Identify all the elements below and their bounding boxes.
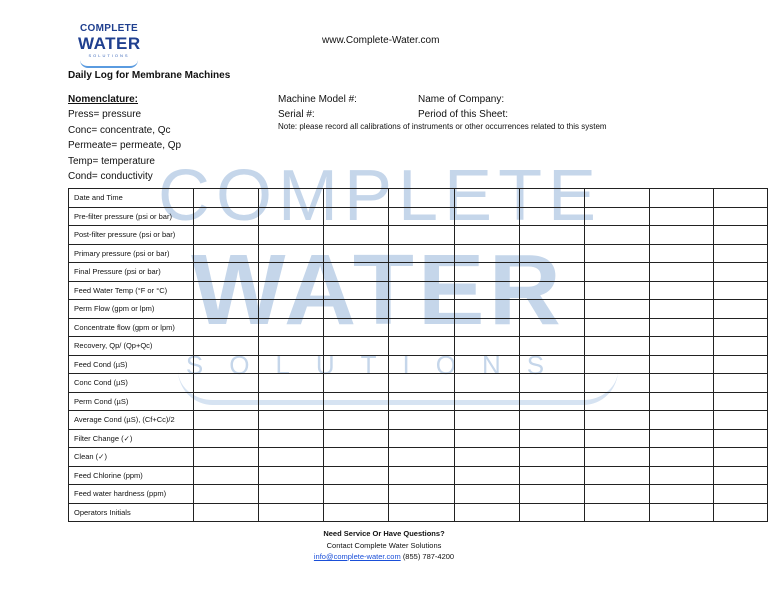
log-entry-cell[interactable] [259,355,324,374]
log-entry-cell[interactable] [389,355,454,374]
log-entry-cell[interactable] [194,448,259,467]
log-entry-cell[interactable] [584,300,649,319]
log-entry-cell[interactable] [259,300,324,319]
company-info [418,92,508,122]
log-entry-cell[interactable] [324,503,389,522]
log-entry-cell[interactable] [324,466,389,485]
log-entry-cell[interactable] [389,485,454,504]
log-entry-cell[interactable] [649,503,713,522]
log-entry-cell[interactable] [194,300,259,319]
log-entry-cell[interactable] [324,485,389,504]
log-entry-cell[interactable] [324,244,389,263]
log-entry-cell[interactable] [713,263,767,282]
row-label: Feed Cond (µS) [69,355,194,374]
email-link[interactable]: info@complete-water.com [313,552,401,561]
log-entry-cell[interactable] [389,318,454,337]
log-entry-cell[interactable] [194,244,259,263]
log-entry-cell[interactable] [519,244,584,263]
nomenclature-item: Cond= conductivity [68,171,153,183]
log-entry-cell[interactable] [584,189,649,208]
log-entry-cell[interactable] [454,429,519,448]
log-entry-cell[interactable] [713,244,767,263]
log-entry-cell[interactable] [389,429,454,448]
log-entry-cell[interactable] [194,226,259,245]
log-row [69,392,768,411]
machine-info [278,92,357,122]
log-entry-cell[interactable] [194,466,259,485]
log-entry-cell[interactable] [713,411,767,430]
log-entry-cell[interactable] [584,429,649,448]
log-row [69,318,768,337]
log-entry-cell[interactable] [519,374,584,393]
machine-model-label: Machine Model #: [278,94,357,105]
log-entry-cell[interactable] [194,189,259,208]
log-entry-cell[interactable] [454,318,519,337]
log-entry-cell[interactable] [584,318,649,337]
log-entry-cell[interactable] [649,226,713,245]
log-entry-cell[interactable] [584,448,649,467]
log-row [69,207,768,226]
log-entry-cell[interactable] [389,207,454,226]
log-entry-cell[interactable] [713,207,767,226]
log-entry-cell[interactable] [194,392,259,411]
page-title: Daily Log for Membrane Machines [68,70,231,81]
log-entry-cell[interactable] [519,318,584,337]
log-entry-cell[interactable] [259,263,324,282]
log-entry-cell[interactable] [194,263,259,282]
nomenclature-item: Press= pressure [68,109,142,121]
log-entry-cell[interactable] [454,281,519,300]
log-entry-cell[interactable] [713,429,767,448]
website-url: www.Complete-Water.com [322,35,440,46]
log-entry-cell[interactable] [584,485,649,504]
log-entry-cell[interactable] [713,466,767,485]
log-entry-cell[interactable] [519,207,584,226]
log-entry-cell[interactable] [519,281,584,300]
log-entry-cell[interactable] [713,503,767,522]
log-row [69,189,768,208]
log-entry-cell[interactable] [324,300,389,319]
log-entry-cell[interactable] [713,300,767,319]
log-entry-cell[interactable] [389,503,454,522]
log-entry-cell[interactable] [519,226,584,245]
log-entry-cell[interactable] [584,392,649,411]
log-entry-cell[interactable] [259,318,324,337]
row-label: Conc Cond (µS) [69,374,194,393]
log-entry-cell[interactable] [454,411,519,430]
daily-log-table [68,188,768,522]
log-entry-cell[interactable] [194,503,259,522]
calibration-note: Note: please record all calibrations of instruments or other occurrences related to this system [278,122,607,131]
log-entry-cell[interactable] [389,448,454,467]
row-label: Perm Cond (µS) [69,392,194,411]
log-entry-cell[interactable] [584,503,649,522]
log-entry-cell[interactable] [713,355,767,374]
log-entry-cell[interactable] [454,263,519,282]
log-entry-cell[interactable] [713,189,767,208]
log-entry-cell[interactable] [519,189,584,208]
log-entry-cell[interactable] [454,355,519,374]
log-entry-cell[interactable] [259,244,324,263]
log-row [69,429,768,448]
log-entry-cell[interactable] [454,485,519,504]
log-row [69,337,768,356]
log-entry-cell[interactable] [584,226,649,245]
row-label: Recovery, Qp/ (Qp+Qc) [69,337,194,356]
log-entry-cell[interactable] [649,429,713,448]
log-entry-cell[interactable] [519,429,584,448]
log-entry-cell[interactable] [584,244,649,263]
log-entry-cell[interactable] [194,485,259,504]
log-entry-cell[interactable] [389,244,454,263]
log-entry-cell[interactable] [584,263,649,282]
serial-label: Serial #: [278,109,315,120]
log-entry-cell[interactable] [454,244,519,263]
log-entry-cell[interactable] [713,337,767,356]
log-entry-cell[interactable] [324,281,389,300]
log-entry-cell[interactable] [649,448,713,467]
log-entry-cell[interactable] [649,466,713,485]
log-row [69,263,768,282]
log-entry-cell[interactable] [649,374,713,393]
log-entry-cell[interactable] [324,448,389,467]
log-entry-cell[interactable] [713,392,767,411]
log-entry-cell[interactable] [584,374,649,393]
log-entry-cell[interactable] [259,281,324,300]
log-entry-cell[interactable] [454,226,519,245]
watermark-line-2: WATER [191,234,565,346]
log-entry-cell[interactable] [259,207,324,226]
log-row [69,374,768,393]
phone-number: (855) 787-4200 [402,552,455,561]
footer-contact-line [0,551,768,563]
log-entry-cell[interactable] [324,207,389,226]
logo-line-3: SOLUTIONS [88,53,130,58]
log-entry-cell[interactable] [454,207,519,226]
row-label: Date and Time [69,189,194,208]
log-entry-cell[interactable] [649,485,713,504]
log-entry-cell[interactable] [194,318,259,337]
log-entry-cell[interactable] [324,374,389,393]
log-entry-cell[interactable] [649,318,713,337]
log-entry-cell[interactable] [713,485,767,504]
log-entry-cell[interactable] [649,207,713,226]
company-logo [78,24,140,68]
watermark-line-3: SOLUTIONS [185,350,571,380]
log-entry-cell[interactable] [519,485,584,504]
log-row [69,281,768,300]
row-label: Pre-filter pressure (psi or bar) [69,207,194,226]
row-label: Concentrate flow (gpm or lpm) [69,318,194,337]
log-entry-cell[interactable] [649,281,713,300]
log-entry-cell[interactable] [389,189,454,208]
log-entry-cell[interactable] [713,318,767,337]
log-entry-cell[interactable] [649,355,713,374]
log-entry-cell[interactable] [454,337,519,356]
log-entry-cell[interactable] [389,374,454,393]
log-entry-cell[interactable] [259,485,324,504]
log-entry-cell[interactable] [454,448,519,467]
log-entry-cell[interactable] [324,263,389,282]
log-entry-cell[interactable] [519,263,584,282]
row-label: Filter Change (✓) [69,429,194,448]
row-label: Feed Chlorine (ppm) [69,466,194,485]
log-row [69,355,768,374]
log-entry-cell[interactable] [519,392,584,411]
row-label: Primary pressure (psi or bar) [69,244,194,263]
log-entry-cell[interactable] [259,374,324,393]
log-entry-cell[interactable] [584,281,649,300]
log-entry-cell[interactable] [259,411,324,430]
log-entry-cell[interactable] [519,300,584,319]
log-entry-cell[interactable] [454,374,519,393]
log-entry-cell[interactable] [324,411,389,430]
footer-heading: Need Service Or Have Questions? [323,529,445,538]
log-entry-cell[interactable] [519,466,584,485]
log-entry-cell[interactable] [194,281,259,300]
log-entry-cell[interactable] [454,503,519,522]
log-row [69,485,768,504]
log-entry-cell[interactable] [324,337,389,356]
log-row [69,503,768,522]
row-label: Final Pressure (psi or bar) [69,263,194,282]
log-row [69,300,768,319]
row-label: Feed water hardness (ppm) [69,485,194,504]
log-row [69,411,768,430]
log-entry-cell[interactable] [713,374,767,393]
logo-line-1: COMPLETE [80,23,138,34]
log-entry-cell[interactable] [649,244,713,263]
log-entry-cell[interactable] [259,429,324,448]
log-entry-cell[interactable] [194,411,259,430]
logo-line-2: WATER [78,34,141,53]
log-entry-cell[interactable] [519,411,584,430]
log-entry-cell[interactable] [194,429,259,448]
log-entry-cell[interactable] [713,281,767,300]
log-entry-cell[interactable] [194,207,259,226]
log-entry-cell[interactable] [389,392,454,411]
log-row [69,244,768,263]
log-entry-cell[interactable] [649,337,713,356]
row-label: Clean (✓) [69,448,194,467]
log-entry-cell[interactable] [324,318,389,337]
log-entry-cell[interactable] [454,300,519,319]
log-entry-cell[interactable] [259,503,324,522]
footer-contact: Contact Complete Water Solutions [326,540,442,550]
nomenclature-item: Permeate= permeate, Qp [68,140,182,152]
footer [0,528,768,563]
log-entry-cell[interactable] [389,300,454,319]
log-entry-cell[interactable] [519,337,584,356]
log-entry-cell[interactable] [259,337,324,356]
log-entry-cell[interactable] [259,392,324,411]
row-label: Operators Initials [69,503,194,522]
logo-swoosh [80,60,138,68]
log-entry-cell[interactable] [584,411,649,430]
company-name-label: Name of Company: [418,94,505,105]
log-entry-cell[interactable] [649,411,713,430]
log-entry-cell[interactable] [649,263,713,282]
log-entry-cell[interactable] [584,466,649,485]
log-entry-cell[interactable] [713,226,767,245]
log-entry-cell[interactable] [259,466,324,485]
log-entry-cell[interactable] [713,448,767,467]
log-entry-cell[interactable] [519,355,584,374]
nomenclature-item: Temp= temperature [68,155,155,167]
log-entry-cell[interactable] [194,355,259,374]
log-entry-cell[interactable] [389,263,454,282]
log-entry-cell[interactable] [324,355,389,374]
nomenclature-block [68,92,181,184]
log-entry-cell[interactable] [649,392,713,411]
log-entry-cell[interactable] [324,392,389,411]
log-row [69,448,768,467]
log-entry-cell[interactable] [584,355,649,374]
log-row [69,466,768,485]
log-entry-cell[interactable] [649,300,713,319]
period-label: Period of this Sheet: [418,109,509,120]
log-entry-cell[interactable] [584,207,649,226]
log-entry-cell[interactable] [389,226,454,245]
log-entry-cell[interactable] [519,503,584,522]
log-row [69,226,768,245]
log-entry-cell[interactable] [324,189,389,208]
log-entry-cell[interactable] [259,448,324,467]
log-entry-cell[interactable] [389,281,454,300]
nomenclature-item: Conc= concentrate, Qc [68,124,171,136]
log-entry-cell[interactable] [519,448,584,467]
log-entry-cell[interactable] [454,466,519,485]
log-entry-cell[interactable] [324,429,389,448]
log-entry-cell[interactable] [454,392,519,411]
nomenclature-heading: Nomenclature: [68,94,139,105]
log-entry-cell[interactable] [194,374,259,393]
row-label: Average Cond (µS), (Cf+Cc)/2 [69,411,194,430]
log-entry-cell[interactable] [389,411,454,430]
log-entry-cell[interactable] [259,226,324,245]
row-label: Post-filter pressure (psi or bar) [69,226,194,245]
row-label: Perm Flow (gpm or lpm) [69,300,194,319]
log-entry-cell[interactable] [194,337,259,356]
log-entry-cell[interactable] [584,337,649,356]
log-entry-cell[interactable] [324,226,389,245]
log-entry-cell[interactable] [649,189,713,208]
log-entry-cell[interactable] [389,466,454,485]
log-entry-cell[interactable] [389,337,454,356]
row-label: Feed Water Temp (°F or °C) [69,281,194,300]
log-entry-cell[interactable] [259,189,324,208]
watermark-line-1: COMPLETE [158,156,603,236]
log-entry-cell[interactable] [454,189,519,208]
